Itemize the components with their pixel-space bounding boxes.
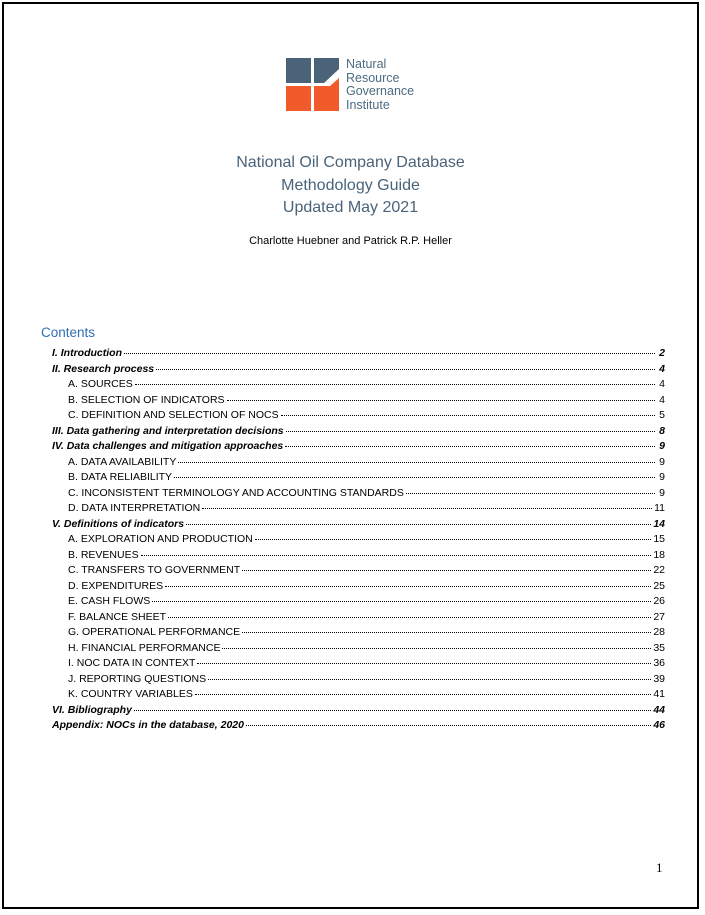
toc-entry-label: VI. Bibliography <box>52 703 132 716</box>
toc-entry-label: G. OPERATIONAL PERFORMANCE <box>68 626 241 638</box>
toc-leader-dots <box>195 694 651 695</box>
toc-entry[interactable] <box>52 657 665 673</box>
toc-leader-dots <box>255 539 652 540</box>
toc-leader-dots <box>285 446 655 447</box>
toc-entry-label: D. EXPENDITURES <box>68 579 164 592</box>
toc-leader-dots <box>124 353 655 354</box>
toc-leader-dots <box>197 663 651 664</box>
toc-entry[interactable] <box>52 409 665 425</box>
toc-leader-dots <box>165 586 651 587</box>
toc-entry-label: A. DATA AVAILABILITY <box>68 455 177 468</box>
toc-entry-label: I. Introduction <box>52 347 122 359</box>
toc-leader-dots <box>178 462 655 463</box>
toc-entry-page: 9 <box>659 440 665 452</box>
toc-entry-label: C. TRANSFERS TO GOVERNMENT <box>68 564 241 576</box>
toc-entry-page: 9 <box>659 486 665 499</box>
toc-leader-dots <box>286 431 655 432</box>
toc-entry-page: 44 <box>653 703 665 716</box>
toc-leader-dots <box>227 400 655 401</box>
toc-entry-page: 27 <box>653 610 665 623</box>
toc-entry-label: C. DEFINITION AND SELECTION OF NOCS <box>68 409 279 421</box>
toc-entry-page: 46 <box>653 719 665 731</box>
toc-leader-dots <box>242 632 651 633</box>
document-page <box>2 2 699 909</box>
toc-entry-label: I. NOC DATA IN CONTEXT <box>68 657 196 669</box>
toc-entry[interactable] <box>52 425 665 441</box>
toc-entry-label: A. EXPLORATION AND PRODUCTION <box>68 533 253 545</box>
toc-entry-label: J. REPORTING QUESTIONS <box>68 672 207 685</box>
toc-entry-page: 15 <box>653 533 665 545</box>
toc-leader-dots <box>174 477 655 478</box>
toc-leader-dots <box>406 493 655 494</box>
logo-line: Governance <box>346 84 415 99</box>
toc-leader-dots <box>152 601 651 602</box>
toc-entry-label: F. BALANCE SHEET <box>68 610 167 623</box>
toc-entry-label: II. Research process <box>52 362 155 375</box>
toc-leader-dots <box>141 555 652 556</box>
toc-leader-dots <box>168 617 651 618</box>
toc-entry-page: 4 <box>659 393 665 406</box>
toc-entry-label: B. SELECTION OF INDICATORS <box>68 393 225 406</box>
toc-entry-label: K. COUNTRY VARIABLES <box>68 688 193 700</box>
toc-entry[interactable] <box>52 440 665 456</box>
toc-leader-dots <box>281 415 655 416</box>
toc-entry[interactable] <box>52 611 665 627</box>
toc-entry[interactable] <box>52 487 665 503</box>
toc-entry-page: 4 <box>659 362 665 375</box>
table-of-contents <box>52 347 665 735</box>
toc-leader-dots <box>208 679 651 680</box>
toc-entry[interactable] <box>52 502 665 518</box>
toc-entry-page: 26 <box>653 595 665 607</box>
toc-entry-page: 28 <box>653 626 665 638</box>
toc-leader-dots <box>156 369 655 370</box>
nrgi-logo <box>286 58 436 116</box>
toc-entry[interactable] <box>52 394 665 410</box>
toc-entry[interactable] <box>52 533 665 549</box>
toc-entry-page: 35 <box>653 641 665 654</box>
toc-entry-page: 5 <box>659 409 665 421</box>
toc-entry-page: 9 <box>659 455 665 468</box>
toc-entry[interactable] <box>52 456 665 472</box>
toc-entry[interactable] <box>52 549 665 565</box>
toc-entry-label: D. DATA INTERPRETATION <box>68 502 201 514</box>
toc-entry-label: H. FINANCIAL PERFORMANCE <box>68 641 221 654</box>
contents-heading: Contents <box>41 325 96 340</box>
toc-entry-page: 9 <box>659 471 665 483</box>
toc-entry[interactable] <box>52 642 665 658</box>
toc-entry-label: E. CASH FLOWS <box>68 595 151 607</box>
toc-entry-label: III. Data gathering and interpretation decisions <box>52 424 284 437</box>
toc-entry-page: 8 <box>659 424 665 437</box>
title-line: Methodology Guide <box>281 176 420 194</box>
toc-entry[interactable] <box>52 704 665 720</box>
toc-entry[interactable] <box>52 673 665 689</box>
toc-entry[interactable] <box>52 626 665 642</box>
toc-entry[interactable] <box>52 688 665 704</box>
toc-entry-page: 39 <box>653 672 665 685</box>
toc-entry-page: 11 <box>654 502 665 514</box>
toc-leader-dots <box>134 710 651 711</box>
toc-entry[interactable] <box>52 564 665 580</box>
logo-wordmark <box>346 58 414 112</box>
toc-entry-page: 2 <box>659 347 665 359</box>
document-title <box>4 152 697 220</box>
toc-entry[interactable] <box>52 580 665 596</box>
title-line: Updated May 2021 <box>282 199 419 216</box>
toc-entry[interactable] <box>52 378 665 394</box>
toc-entry-page: 22 <box>653 564 665 576</box>
toc-entry-label: C. INCONSISTENT TERMINOLOGY AND ACCOUNTING STANDARDS <box>68 486 404 499</box>
title-line: National Oil Company Database <box>236 154 465 171</box>
toc-entry[interactable] <box>52 363 665 379</box>
toc-entry[interactable] <box>52 719 665 735</box>
toc-leader-dots <box>242 570 651 571</box>
toc-entry[interactable] <box>52 595 665 611</box>
logo-line: Institute <box>346 97 390 112</box>
toc-entry-label: B. REVENUES <box>68 548 139 561</box>
toc-entry-label: IV. Data challenges and mitigation approaches <box>52 440 284 452</box>
toc-entry-page: 41 <box>653 688 665 700</box>
toc-leader-dots <box>202 508 652 509</box>
toc-entry-page: 36 <box>653 657 665 669</box>
toc-entry-label: Appendix: NOCs in the database, 2020 <box>52 719 244 731</box>
toc-entry[interactable] <box>52 518 665 534</box>
toc-entry-page: 14 <box>653 517 665 530</box>
nrgi-logo-mark-icon <box>286 58 340 112</box>
page-number: 1 <box>656 860 663 875</box>
toc-entry-page: 4 <box>659 378 665 390</box>
authors: Charlotte Huebner and Patrick R.P. Heller <box>249 235 452 247</box>
toc-entry[interactable] <box>52 347 665 363</box>
toc-entry-label: A. SOURCES <box>68 378 133 390</box>
toc-leader-dots <box>186 524 651 525</box>
logo-line: Natural <box>346 57 387 71</box>
toc-leader-dots <box>222 648 651 649</box>
toc-entry-label: B. DATA RELIABILITY <box>68 471 173 483</box>
toc-entry[interactable] <box>52 471 665 487</box>
toc-leader-dots <box>246 725 651 726</box>
toc-entry-page: 18 <box>653 548 665 561</box>
toc-entry-page: 25 <box>653 579 665 592</box>
logo-line: Resource <box>346 70 400 85</box>
toc-entry-label: V. Definitions of indicators <box>52 517 185 530</box>
toc-leader-dots <box>135 384 655 385</box>
